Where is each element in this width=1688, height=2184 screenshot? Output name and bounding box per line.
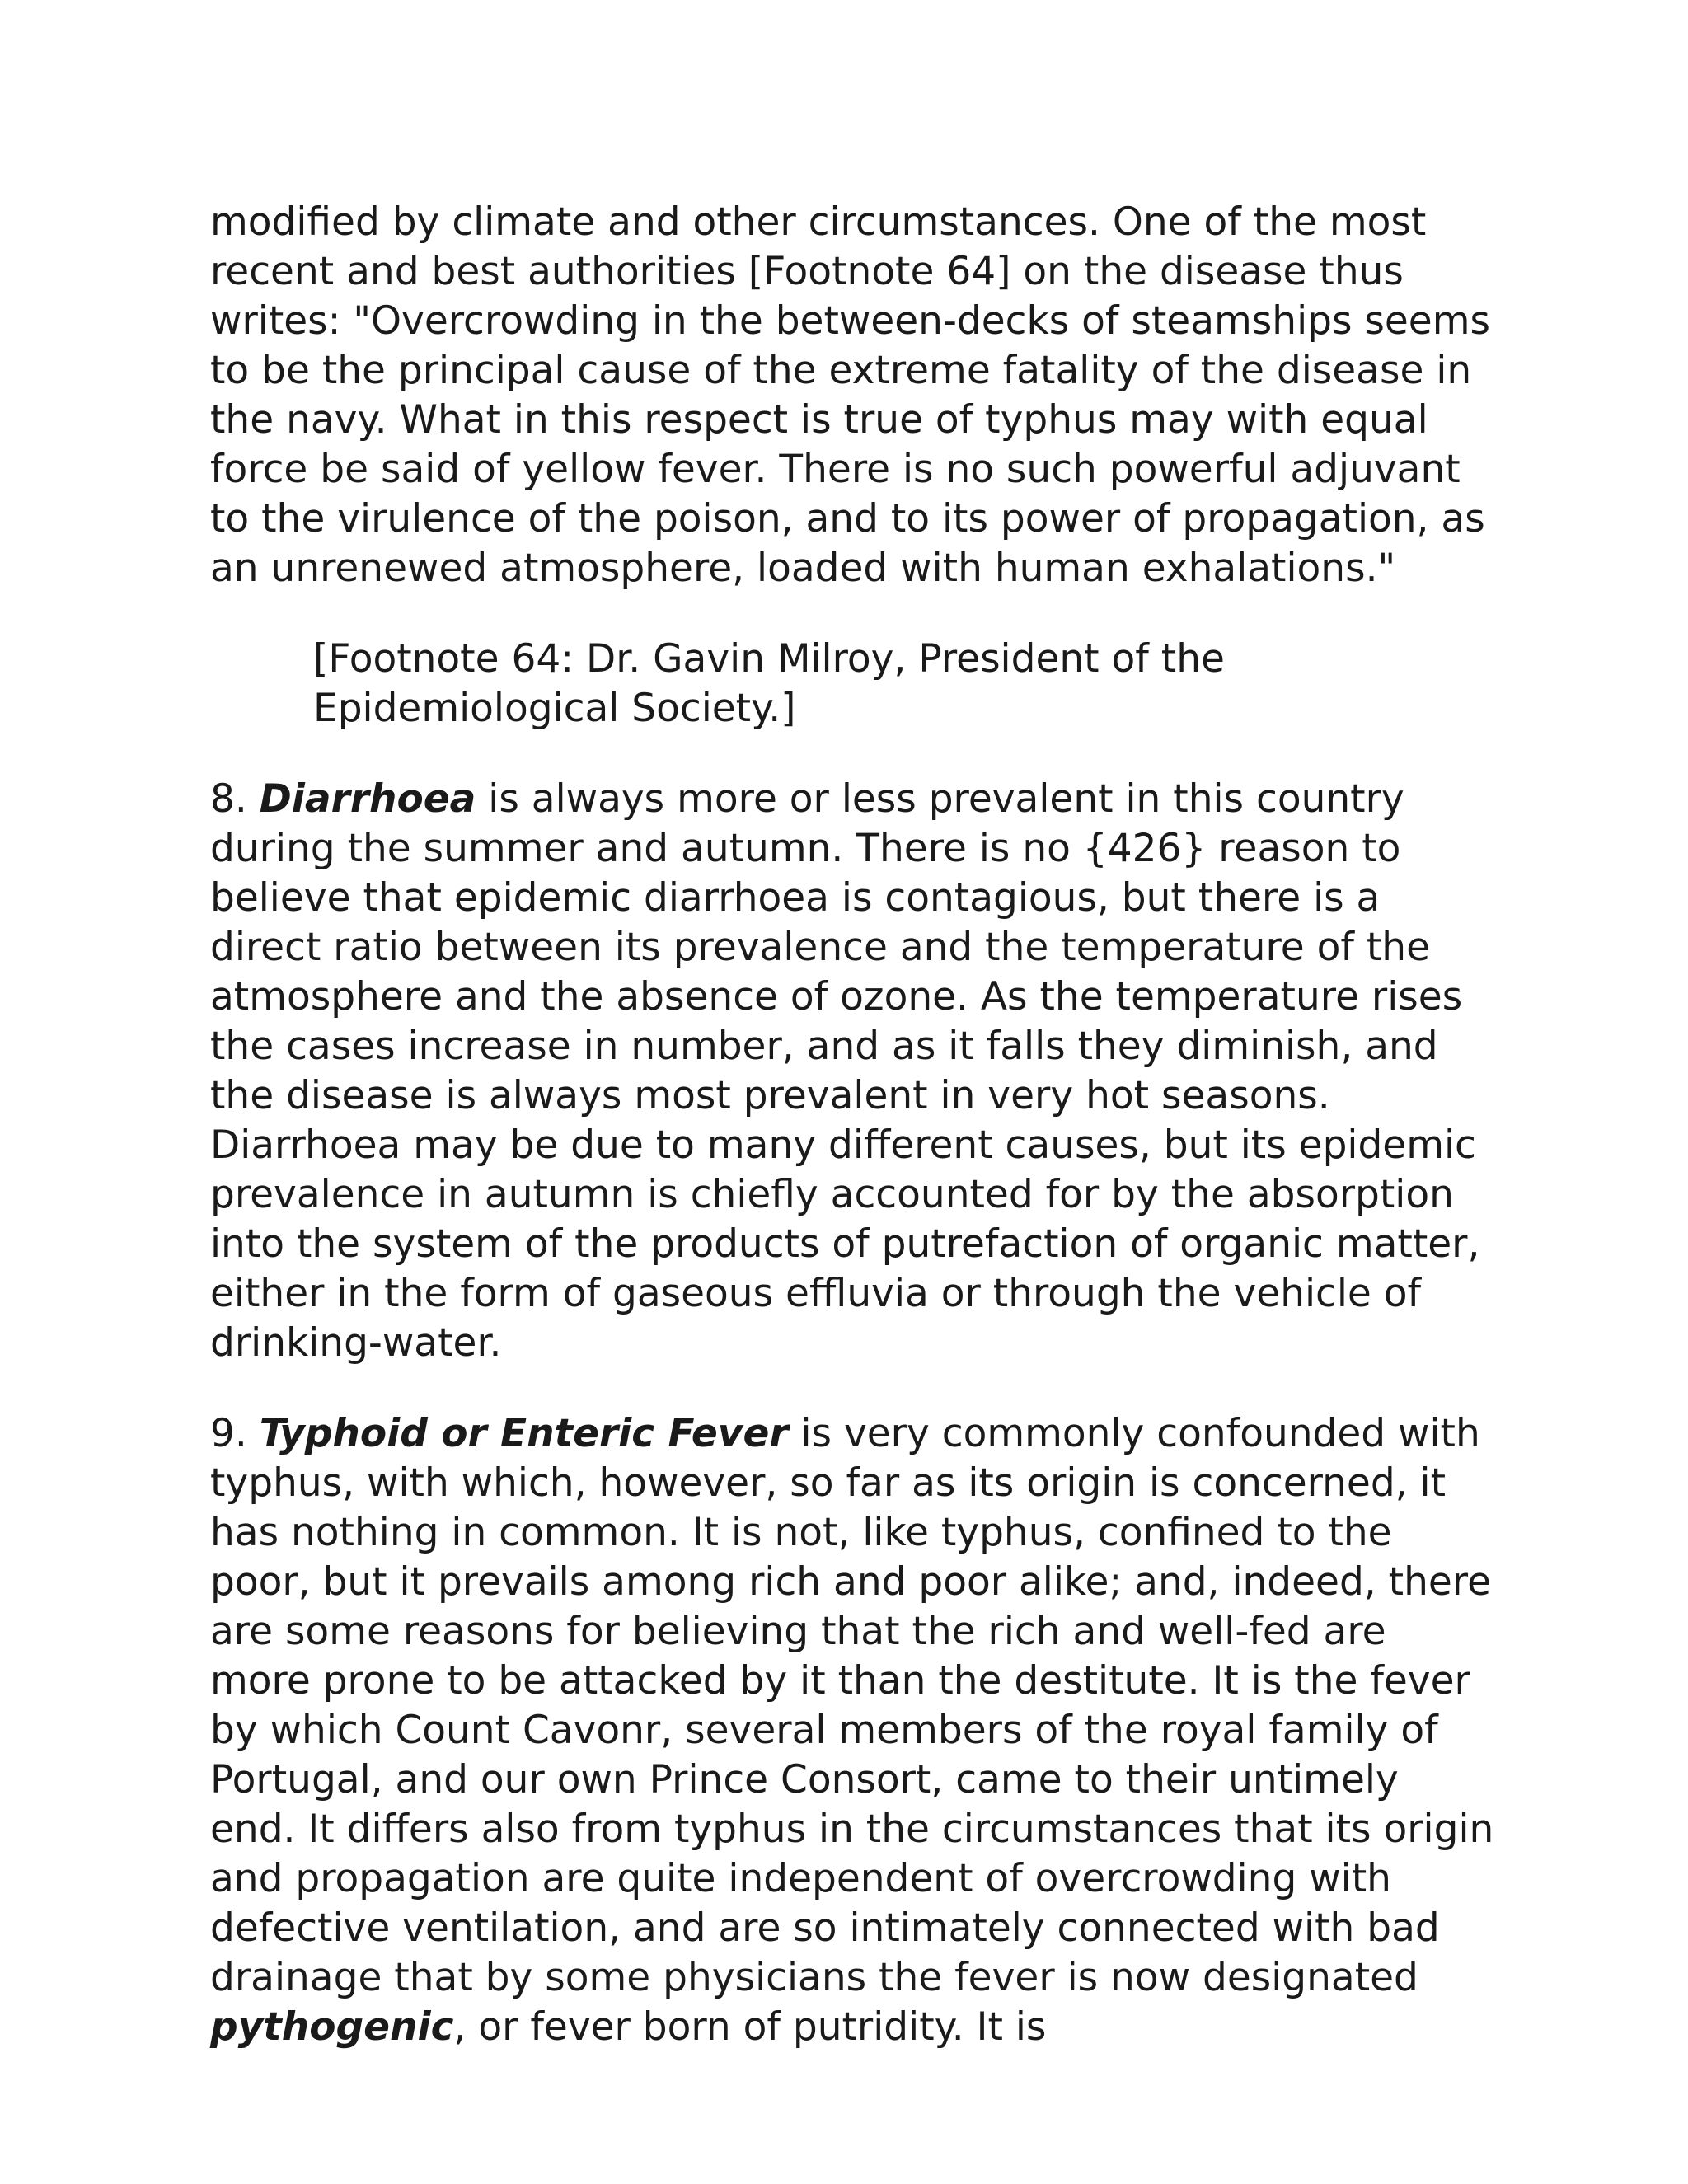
section-8-diarrhoea (210, 775, 1496, 1368)
section-number: 8. (210, 776, 247, 822)
section-term-pythogenic: pythogenic (210, 2004, 454, 2050)
document-page (210, 198, 1496, 2052)
section-text-continued: , or fever born of putridity. It is (453, 2004, 1047, 2050)
section-text: is very commonly confounded with typhus, with which, however, so far as its origin is concerned, it has nothing in common. It is not, like typhus, confined to the poor, but it prevails among rich and poor alike; and, indeed, there are some reasons for believing that the rich and well-fed are more prone to be attacked by it than the destitute. It is the fever by which Count Cavonr, several members of the royal family of Portugal, and our own Prince Consort, came to their untimely end. It differs also from typhus in the circumstances that its origin and propagation are quite independent of overcrowding with defective ventilation, and are so intimately connected with bad drainage that by some physicians the fever is now designated (210, 1411, 1494, 2000)
paragraph-overcrowding (210, 198, 1496, 593)
section-9-typhoid (210, 1409, 1496, 2052)
paragraph-text: modified by climate and other circumstances. One of the most recent and best authorities [Footnote 64] on the disease thus writes: "Overcrowding in the between-decks of steamships seems to be the principal cause of the extreme fatality of the disease in the navy. What in this respect is true of typhus may with equal force be said of yellow fever. There is no such powerful adjuvant to the virulence of the poison, and to its power of propagation, as an unrenewed atmosphere, loaded with human exhalations." (210, 199, 1490, 591)
section-term: Typhoid or Enteric Fever (259, 1411, 789, 1456)
footnote-64 (210, 635, 1302, 733)
section-number: 9. (210, 1411, 247, 1456)
section-term: Diarrhoea (259, 776, 476, 822)
footnote-text: [Footnote 64: Dr. Gavin Milroy, President of the Epidemiological Society.] (313, 636, 1225, 731)
section-text: is always more or less prevalent in this country during the summer and autumn. There is no {426} reason to believe that epidemic diarrhoea is contagious, but there is a direct ratio between its prevalence and the temperature of the atmosphere and the absence of ozone. As the temperature rises the cases increase in number, and as it falls they diminish, and the disease is always most prevalent in very hot seasons. Diarrhoea may be due to many different causes, but its epidemic prevalence in autumn is chiefly accounted for by the absorption into the system of the products of putrefaction of organic matter, either in the form of gaseous effluvia or through the vehicle of drinking-water. (210, 776, 1480, 1366)
